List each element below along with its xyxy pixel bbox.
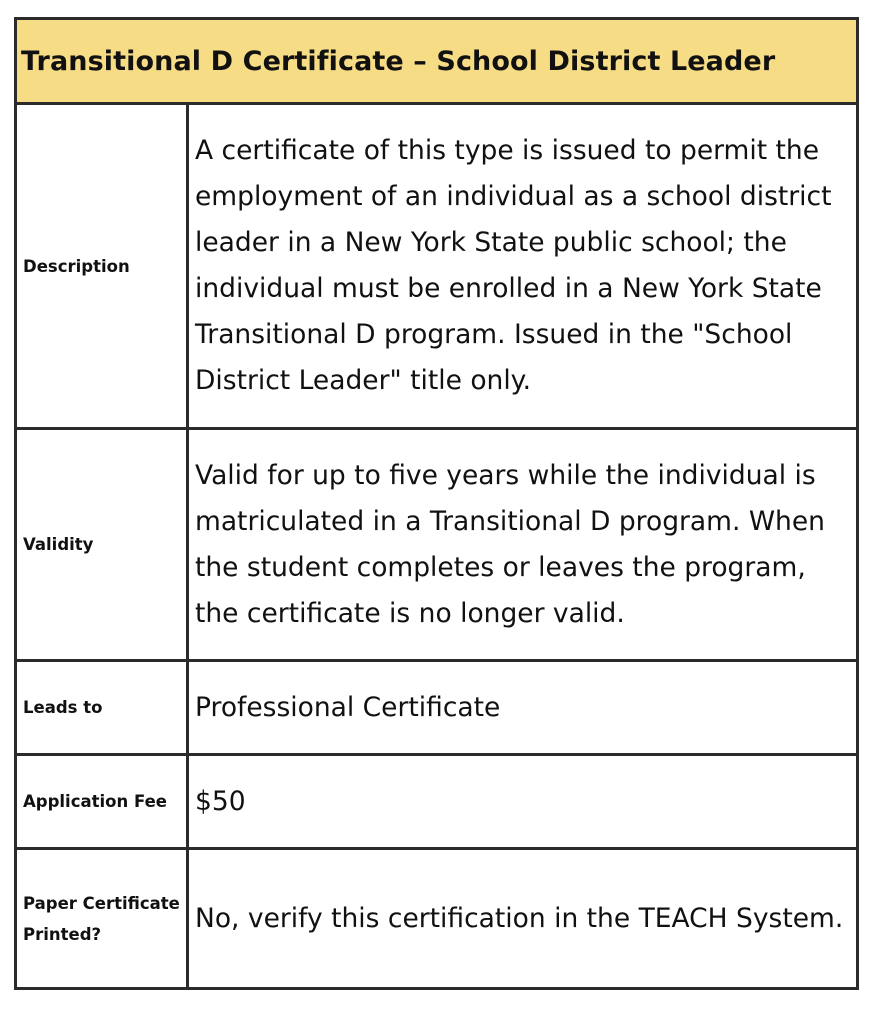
- row-label-validity: Validity: [16, 429, 188, 661]
- row-value-description: A certificate of this type is issued to permit the employment of an individual as a school district leader in a New York State public school; the individual must be enrolled in a New York State Transitional D program. Issued in the "School District Leader" title only.: [188, 104, 858, 429]
- row-label-application-fee: Application Fee: [16, 755, 188, 849]
- title-row: [16, 19, 858, 104]
- row-value-application-fee: $50: [188, 755, 858, 849]
- table-row-validity: [16, 429, 858, 661]
- table-row-paper-certificate: [16, 849, 858, 989]
- row-label-description: Description: [16, 104, 188, 429]
- table-row-application-fee: [16, 755, 858, 849]
- certificate-info-table: [14, 17, 859, 990]
- row-label-leads-to: Leads to: [16, 661, 188, 755]
- table-row-leads-to: [16, 661, 858, 755]
- row-value-paper-certificate: No, verify this certification in the TEACH System.: [188, 849, 858, 989]
- row-value-validity: Valid for up to five years while the individual is matriculated in a Transitional D program. When the student completes or leaves the program, the certificate is no longer valid.: [188, 429, 858, 661]
- row-label-paper-certificate: Paper Certificate Printed?: [16, 849, 188, 989]
- row-value-leads-to: Professional Certificate: [188, 661, 858, 755]
- table-row-description: [16, 104, 858, 429]
- table-title: Transitional D Certificate – School District Leader: [16, 19, 858, 104]
